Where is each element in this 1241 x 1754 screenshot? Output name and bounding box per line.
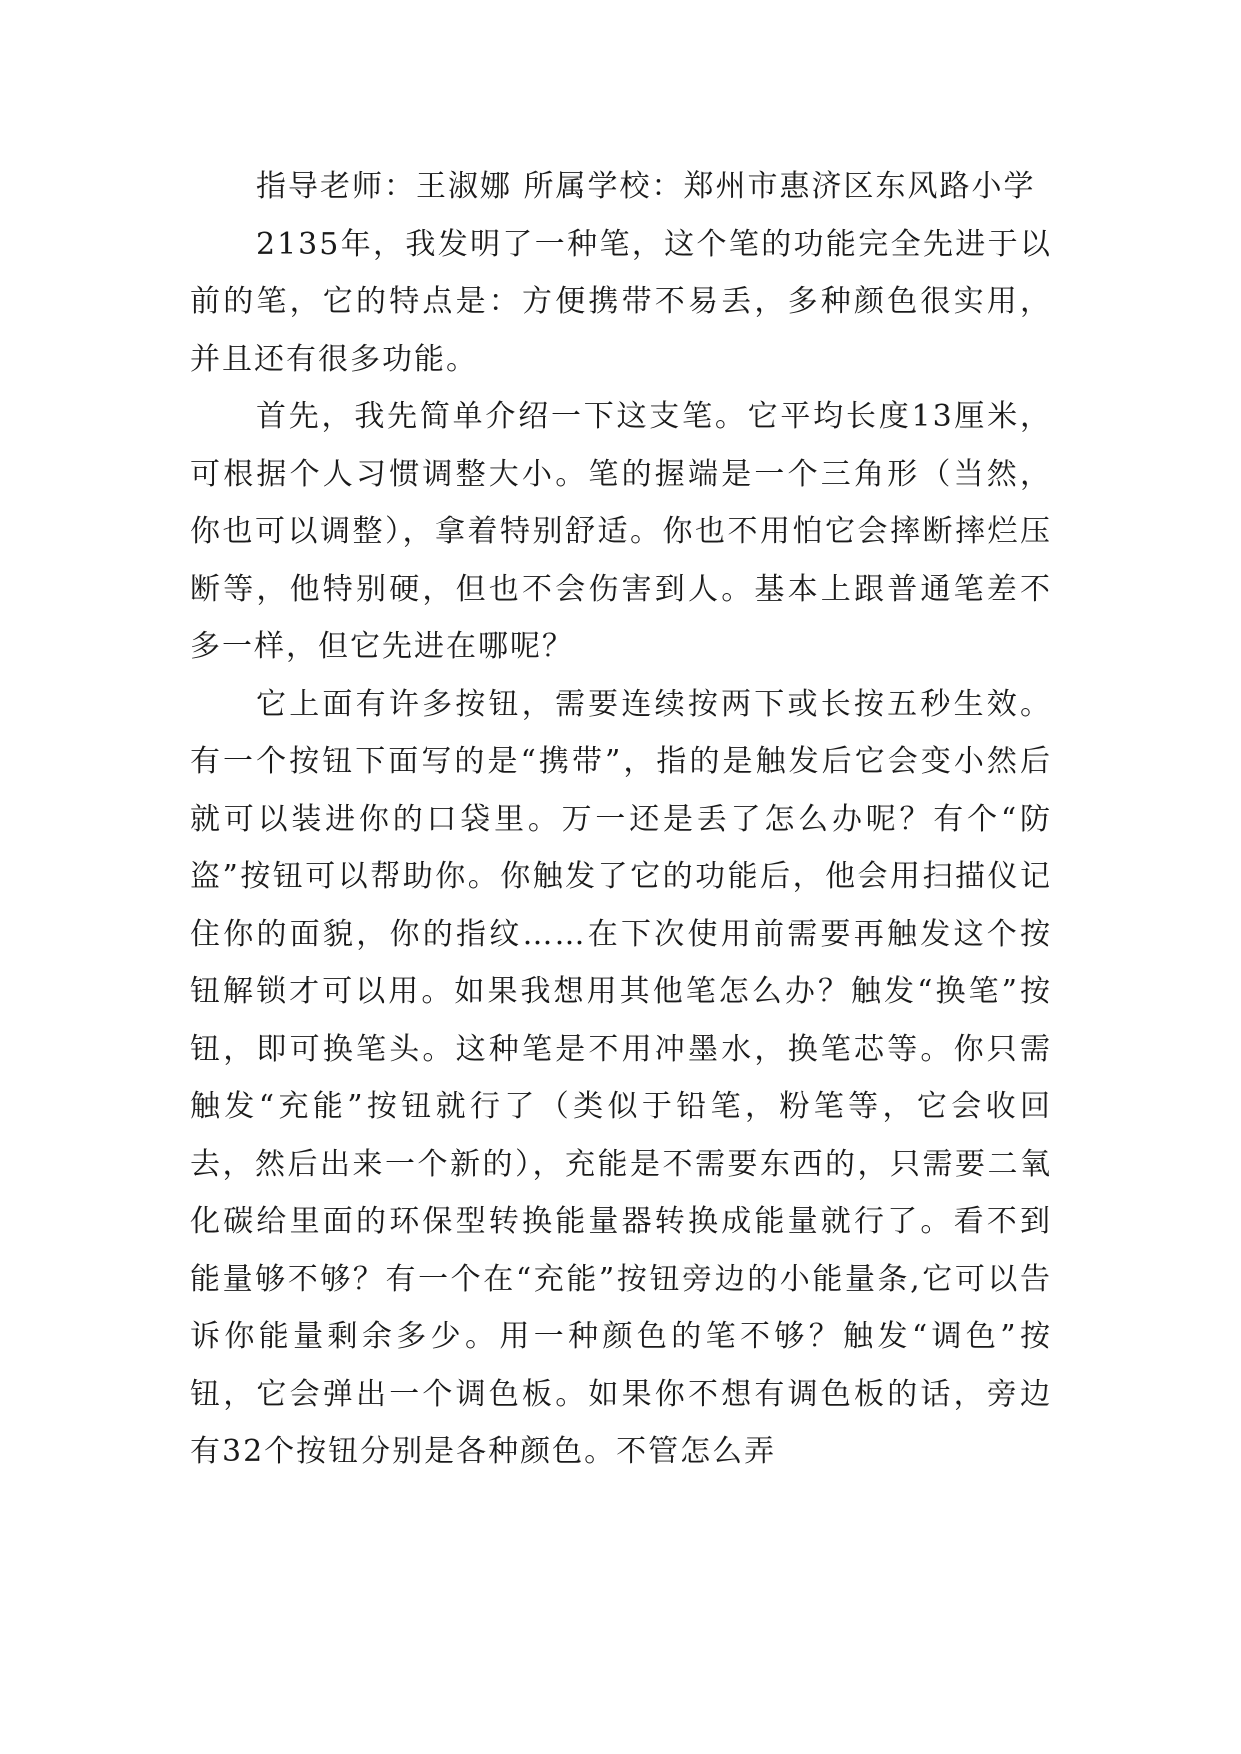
pen-description-paragraph: 首先，我先简单介绍一下这支笔。它平均长度13厘米，可根据个人习惯调整大小。笔的握端是一个三角形（当然，你也可以调整），拿着特别舒适。你也不用怕它会摔断摔烂压断等，他特别硬，但也不会伤害到人。基本上跟普通笔差不多一样，但它先进在哪呢？ — [190, 399, 1052, 664]
intro-paragraph: 2135年，我发明了一种笔，这个笔的功能完全先进于以前的笔，它的特点是：方便携带不易丢，多种颜色很实用，并且还有很多功能。 — [190, 226, 1052, 377]
document-body — [190, 158, 1052, 1481]
advisor-school-line: 指导老师：王淑娜 所属学校：郑州市惠济区东风路小学 — [256, 169, 1036, 204]
pen-buttons-paragraph: 它上面有许多按钮，需要连续按两下或长按五秒生效。有一个按钮下面写的是“携带”，指的是触发后它会变小然后就可以装进你的口袋里。万一还是丢了怎么办呢？有个“防盗”按钮可以帮助你。你触发了它的功能后，他会用扫描仪记住你的面貌，你的指纹……在下次使用前需要再触发这个按钮解锁才可以用。如果我想用其他笔怎么办？触发“换笔”按钮，即可换笔头。这种笔是不用冲墨水，换笔芯等。你只需触发“充能”按钮就行了（类似于铅笔，粉笔等，它会收回去，然后出来一个新的），充能是不需要东西的，只需要二氧化碳给里面的环保型转换能量器转换成能量就行了。看不到能量够不够？有一个在“充能”按钮旁边的小能量条,它可以告诉你能量剩余多少。用一种颜色的笔不够？触发“调色”按钮，它会弹出一个调色板。如果你不想有调色板的话，旁边有32个按钮分别是各种颜色。不管怎么弄 — [190, 686, 1052, 1469]
